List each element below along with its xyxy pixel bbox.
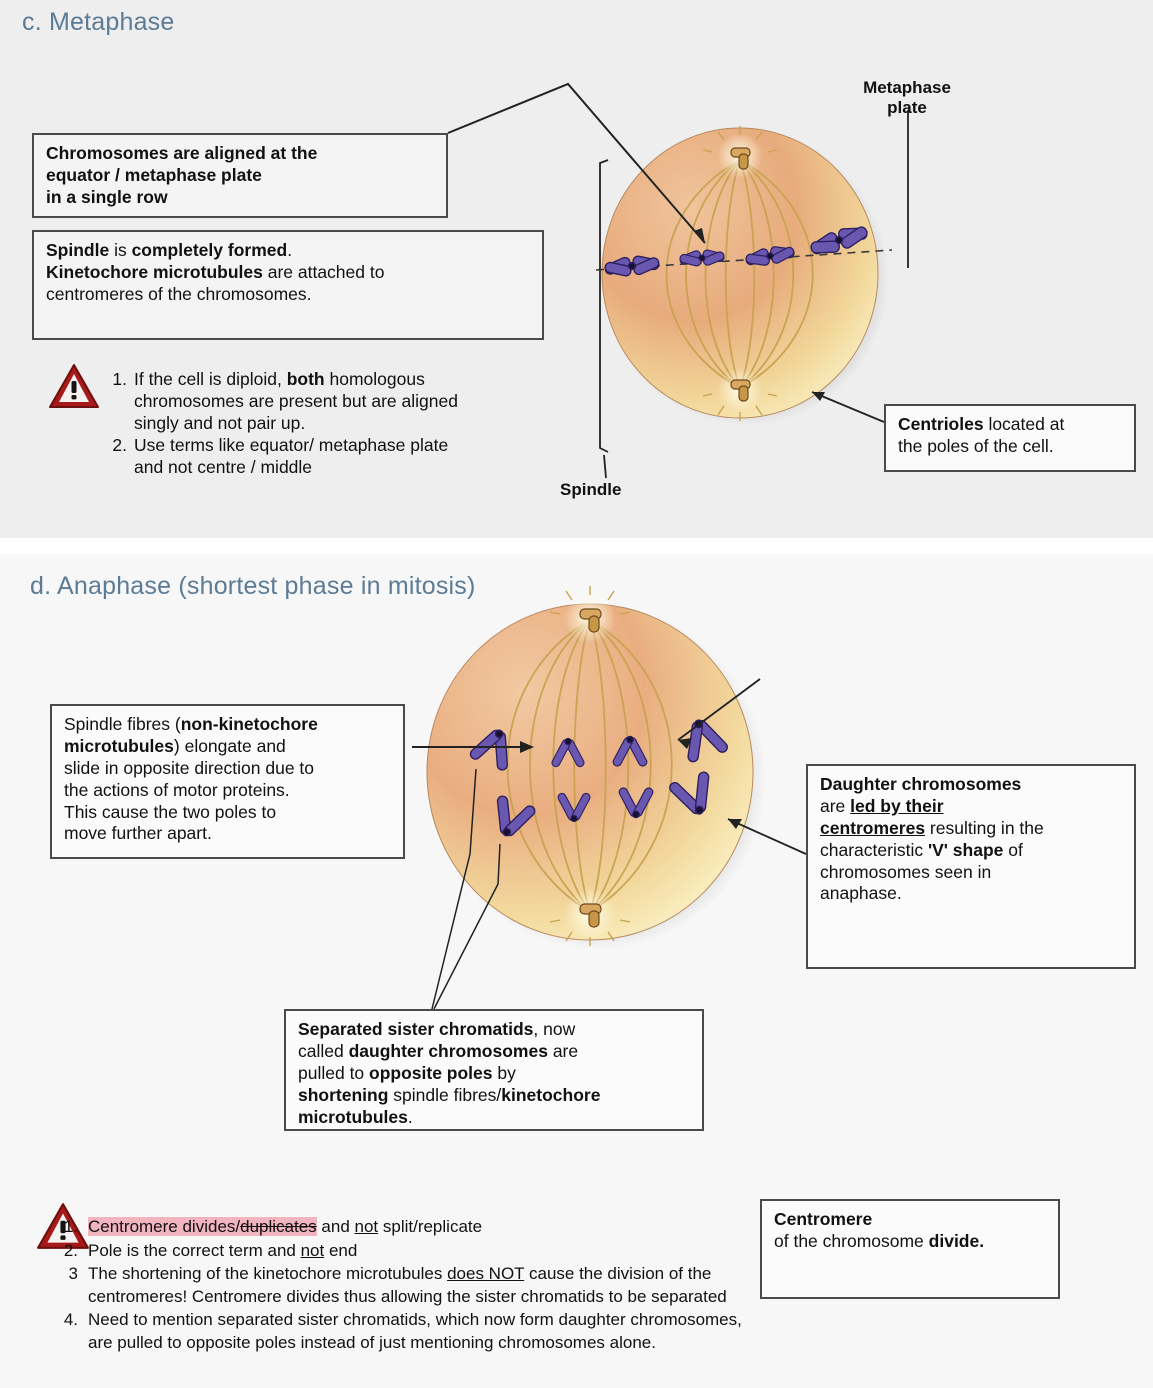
- callout-line: Daughter chromosomes: [820, 774, 1022, 794]
- callout-line: anaphase.: [820, 883, 902, 904]
- note-line: are pulled to opposite poles instead of just mentioning chromosomes alone.: [88, 1333, 656, 1353]
- callout-line: characteristic 'V' shape of: [820, 839, 1023, 860]
- note-line: Centromere divides/duplicates and not split/replicate: [88, 1217, 483, 1236]
- callout-centrioles-poles: [884, 404, 1136, 472]
- metaphase-heading: c. Metaphase: [22, 8, 175, 36]
- anaphase-heading: d. Anaphase (shortest phase in mitosis): [30, 572, 476, 600]
- note-item: [58, 1309, 1104, 1354]
- anaphase-bottom-note-list: [58, 1216, 1104, 1356]
- metaphase-cell-illustration: [592, 118, 892, 430]
- note-line: Use terms like equator/ metaphase plate: [134, 435, 449, 456]
- callout-line: move further apart.: [64, 823, 212, 844]
- note-line: singly and not pair up.: [134, 413, 306, 434]
- callout-line: Chromosomes are aligned at the: [46, 143, 318, 163]
- callout-line: equator / metaphase plate: [46, 164, 262, 185]
- callout-line: are led by their: [820, 795, 944, 816]
- metaphase-cell-svg: [592, 118, 912, 448]
- note-number: 3: [68, 1264, 78, 1284]
- metaphase-section: [0, 0, 1153, 538]
- note-text: [88, 1263, 1104, 1308]
- callout-line: pulled to opposite poles by: [298, 1062, 516, 1083]
- note-text: [134, 368, 578, 434]
- callout-spindle-fibres-elongate: [50, 704, 405, 859]
- anaphase-section: [0, 554, 1153, 1388]
- note-line: The shortening of the kinetochore microtubules does NOT cause the division of the: [88, 1264, 712, 1284]
- callout-line: Centrioles located at: [898, 414, 1065, 434]
- note-item: [58, 1263, 1104, 1308]
- callout-line: in a single row: [46, 186, 168, 207]
- spindle-label: Spindle: [560, 480, 622, 499]
- callout-line: slide in opposite direction due to: [64, 757, 315, 778]
- callout-line: Separated sister chromatids, now: [298, 1019, 576, 1039]
- callout-line: chromosomes seen in: [820, 861, 992, 882]
- callout-line: the poles of the cell.: [898, 435, 1054, 456]
- callout-line: Spindle fibres (non-kinetochore: [64, 714, 318, 734]
- callout-line: the actions of motor proteins.: [64, 779, 290, 800]
- note-number: 2.: [112, 435, 127, 456]
- warning-triangle-icon: [48, 363, 100, 414]
- note-text: [88, 1240, 1104, 1263]
- note-line: and not centre / middle: [134, 457, 313, 478]
- note-number: 1.: [112, 369, 127, 389]
- callout-line: centromeres of the chromosomes.: [46, 283, 312, 304]
- metaphase-note-list: [108, 368, 578, 478]
- callout-chromosomes-aligned: [32, 133, 448, 218]
- note-number: 2.: [63, 1240, 78, 1260]
- callout-daughter-chromosomes-v: [806, 764, 1136, 969]
- callout-line: Spindle is completely formed.: [46, 240, 293, 260]
- callout-line: centromeres resulting in the: [820, 817, 1044, 838]
- anaphase-cell-illustration: [408, 582, 768, 962]
- note-item: [108, 434, 578, 478]
- note-text: [88, 1309, 1104, 1354]
- anaphase-cell-svg: [408, 582, 778, 972]
- note-line: If the cell is diploid, both homologous: [134, 369, 425, 389]
- callout-line: Kinetochore microtubules are attached to: [46, 261, 385, 282]
- callout-line: This cause the two poles to: [64, 801, 277, 822]
- note-number: 1.: [63, 1217, 78, 1236]
- callout-separated-sister-chromatids: [284, 1009, 704, 1131]
- note-line: chromosomes are present but are aligned: [134, 391, 458, 412]
- note-text: [88, 1216, 1104, 1239]
- callout-spindle-formed: [32, 230, 544, 340]
- callout-line: of the chromosome divide.: [774, 1230, 985, 1251]
- note-text: [134, 434, 578, 478]
- callout-line: microtubules.: [298, 1106, 413, 1127]
- metaphase-plate-label: Metaphase plate: [863, 78, 951, 117]
- note-number: 4.: [63, 1310, 78, 1330]
- callout-line: microtubules) elongate and: [64, 735, 286, 756]
- note-line: centromeres! Centromere divides thus allowing the sister chromatids to be separated: [88, 1286, 727, 1306]
- note-line: Pole is the correct term and not end: [88, 1240, 358, 1260]
- note-item: [58, 1240, 1104, 1263]
- note-line: Need to mention separated sister chromatids, which now form daughter chromosomes,: [88, 1310, 742, 1330]
- section-divider: [0, 538, 1153, 554]
- callout-line: called daughter chromosomes are: [298, 1040, 579, 1061]
- note-item: [58, 1216, 1104, 1239]
- struck-text: duplicates: [240, 1217, 317, 1236]
- callout-line: shortening spindle fibres/kinetochore: [298, 1084, 601, 1105]
- note-item: [108, 368, 578, 434]
- callout-line: Centromere: [774, 1209, 873, 1229]
